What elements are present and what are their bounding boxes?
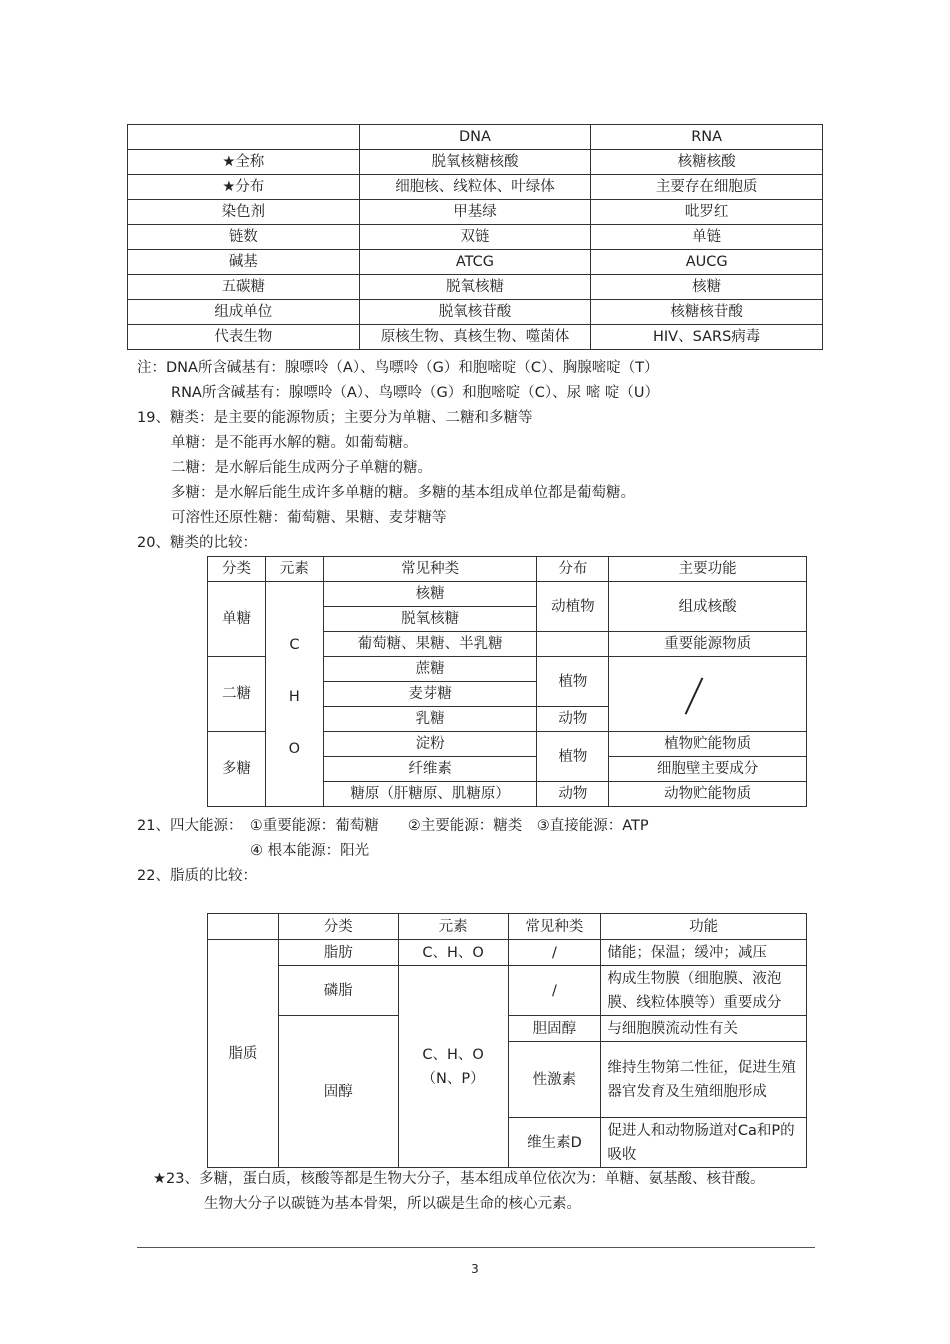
table-cell: 糖原（肝糖原、肌糖原） <box>323 782 537 807</box>
table-row <box>208 582 807 607</box>
table-cell: 与细胞膜流动性有关 <box>601 1016 807 1042</box>
table-cell: 维持生物第二性征，促进生殖器官发育及生殖细胞形成 <box>601 1042 807 1118</box>
table-cell: 动物贮能物质 <box>609 782 807 807</box>
element-c: C <box>289 637 300 653</box>
section-21-line: ④ 根本能源：阳光 <box>250 843 370 859</box>
table-cell: 葡萄糖、果糖、半乳糖 <box>323 632 537 657</box>
section-19-line: 多糖：是水解后能生成许多单糖的糖。多糖的基本组成单位都是葡萄糖。 <box>171 485 635 501</box>
table-header: 常见种类 <box>508 914 601 940</box>
table-cell: 蔗糖 <box>323 657 537 682</box>
element-o: O <box>288 741 301 757</box>
table-cell: 构成生物膜（细胞膜、液泡膜、线粒体膜等）重要成分 <box>601 966 807 1016</box>
table-cell: 乳糖 <box>323 707 537 732</box>
table-cell: 促进人和动物肠道对Ca和P的吸收 <box>601 1118 807 1168</box>
sterol-element-cell <box>398 966 508 1168</box>
table-header: 常见种类 <box>323 557 537 582</box>
table-cell: AUCG <box>591 250 823 275</box>
table-cell <box>208 914 279 940</box>
table-cell: / <box>508 940 601 966</box>
note-rna: RNA所含碱基有：腺嘌呤（A）、鸟嘌呤（G）和胞嘧啶（C）、尿 嘧 啶（U） <box>171 385 659 401</box>
table-cell: 双链 <box>359 225 591 250</box>
table-header: 分类 <box>208 557 266 582</box>
table-cell: 维生素D <box>508 1118 601 1168</box>
section-20-title: 20、糖类的比较： <box>137 535 257 551</box>
table-cell: ATCG <box>359 250 591 275</box>
dna-rna-table <box>127 124 823 350</box>
table-row <box>208 914 807 940</box>
table-cell: ★分布 <box>128 175 360 200</box>
table-cell: 动物 <box>537 707 609 732</box>
table-cell: 甲基绿 <box>359 200 591 225</box>
table-cell: 核糖核酸 <box>591 150 823 175</box>
table-cell: 核糖核苷酸 <box>591 300 823 325</box>
table-cell: 植物 <box>537 657 609 707</box>
table-cell: 脱氧核糖核酸 <box>359 150 591 175</box>
table-header: DNA <box>359 125 591 150</box>
table-header: 功能 <box>601 914 807 940</box>
table-row <box>128 250 823 275</box>
table-header: 主要功能 <box>609 557 807 582</box>
table-cell: 染色剂 <box>128 200 360 225</box>
table-cell: 组成核酸 <box>609 582 807 632</box>
table-header: 分类 <box>278 914 398 940</box>
table-cell: 磷脂 <box>278 966 398 1016</box>
section-21-line: 21、四大能源： ①重要能源：葡萄糖 ②主要能源：糖类 ③直接能源：ATP <box>137 818 649 834</box>
table-cell: 固醇 <box>278 1016 398 1168</box>
table-cell: 脱氧核糖 <box>323 607 537 632</box>
table-cell: 碱基 <box>128 250 360 275</box>
table-cell: 胆固醇 <box>508 1016 601 1042</box>
table-cell: 细胞壁主要成分 <box>609 757 807 782</box>
table-header: 分布 <box>537 557 609 582</box>
table-row <box>208 557 807 582</box>
category-cell: 单糖 <box>208 582 266 657</box>
table-cell: 脱氧核苷酸 <box>359 300 591 325</box>
section-22-title: 22、脂质的比较： <box>137 868 257 884</box>
table-cell: 淀粉 <box>323 732 537 757</box>
table-cell: 核糖 <box>591 275 823 300</box>
table-row <box>128 175 823 200</box>
table-cell: 动植物 <box>537 582 609 632</box>
category-cell: 二糖 <box>208 657 266 732</box>
category-cell: 多糖 <box>208 732 266 807</box>
element-line: C、H、O <box>422 1046 484 1063</box>
table-cell: 性激素 <box>508 1042 601 1118</box>
table-row <box>128 150 823 175</box>
table-row <box>128 275 823 300</box>
table-cell: 动物 <box>537 782 609 807</box>
table-cell: C、H、O <box>398 940 508 966</box>
table-cell: 植物 <box>537 732 609 782</box>
section-19-title: 19、糖类：是主要的能源物质；主要分为单糖、二糖和多糖等 <box>137 410 533 426</box>
lipid-table <box>207 913 807 1168</box>
sugar-table <box>207 556 807 807</box>
slash-line <box>685 677 704 714</box>
table-row <box>208 940 807 966</box>
table-cell: 脱氧核糖 <box>359 275 591 300</box>
element-h: H <box>288 689 300 705</box>
table-cell: 储能；保温；缓冲；减压 <box>601 940 807 966</box>
table-header: 元素 <box>398 914 508 940</box>
table-cell: 主要存在细胞质 <box>591 175 823 200</box>
table-cell <box>128 125 360 150</box>
table-row <box>128 300 823 325</box>
section-19-line: 可溶性还原性糖：葡萄糖、果糖、麦芽糖等 <box>171 510 447 526</box>
table-cell: 单链 <box>591 225 823 250</box>
table-cell: 重要能源物质 <box>609 632 807 657</box>
table-cell: 脂肪 <box>278 940 398 966</box>
table-row <box>128 200 823 225</box>
table-cell: 链数 <box>128 225 360 250</box>
page-number: 3 <box>471 1262 479 1276</box>
lipid-cell: 脂质 <box>208 940 279 1168</box>
table-row <box>208 966 807 1016</box>
table-cell: 纤维素 <box>323 757 537 782</box>
table-header: 元素 <box>265 557 323 582</box>
table-header: RNA <box>591 125 823 150</box>
empty-function-cell <box>609 657 807 732</box>
table-cell: 植物贮能物质 <box>609 732 807 757</box>
section-23-line: 生物大分子以碳链为基本骨架，所以碳是生命的核心元素。 <box>204 1196 581 1212</box>
table-cell: 代表生物 <box>128 325 360 350</box>
table-cell: HIV、SARS病毒 <box>591 325 823 350</box>
footer-rule <box>137 1247 815 1248</box>
table-cell: 原核生物、真核生物、噬菌体 <box>359 325 591 350</box>
table-cell: 麦芽糖 <box>323 682 537 707</box>
table-cell: ★全称 <box>128 150 360 175</box>
table-row <box>128 125 823 150</box>
section-23-line: ★23、多糖，蛋白质，核酸等都是生物大分子，基本组成单位依次为：单糖、氨基酸、核苷酸。 <box>153 1171 765 1187</box>
element-cell <box>265 582 323 807</box>
table-cell: 五碳糖 <box>128 275 360 300</box>
table-row <box>128 325 823 350</box>
table-cell <box>537 632 609 657</box>
table-cell: 细胞核、线粒体、叶绿体 <box>359 175 591 200</box>
table-cell: / <box>508 966 601 1016</box>
table-cell: 吡罗红 <box>591 200 823 225</box>
table-cell: 组成单位 <box>128 300 360 325</box>
section-19-line: 二糖：是水解后能生成两分子单糖的糖。 <box>171 460 432 476</box>
table-row <box>128 225 823 250</box>
element-line: （N、P） <box>421 1070 485 1087</box>
section-19-line: 单糖：是不能再水解的糖。如葡萄糖。 <box>171 435 418 451</box>
note-dna: 注：DNA所含碱基有：腺嘌呤（A）、鸟嘌呤（G）和胞嘧啶（C）、胸腺嘧啶（T） <box>137 360 659 376</box>
table-cell: 核糖 <box>323 582 537 607</box>
